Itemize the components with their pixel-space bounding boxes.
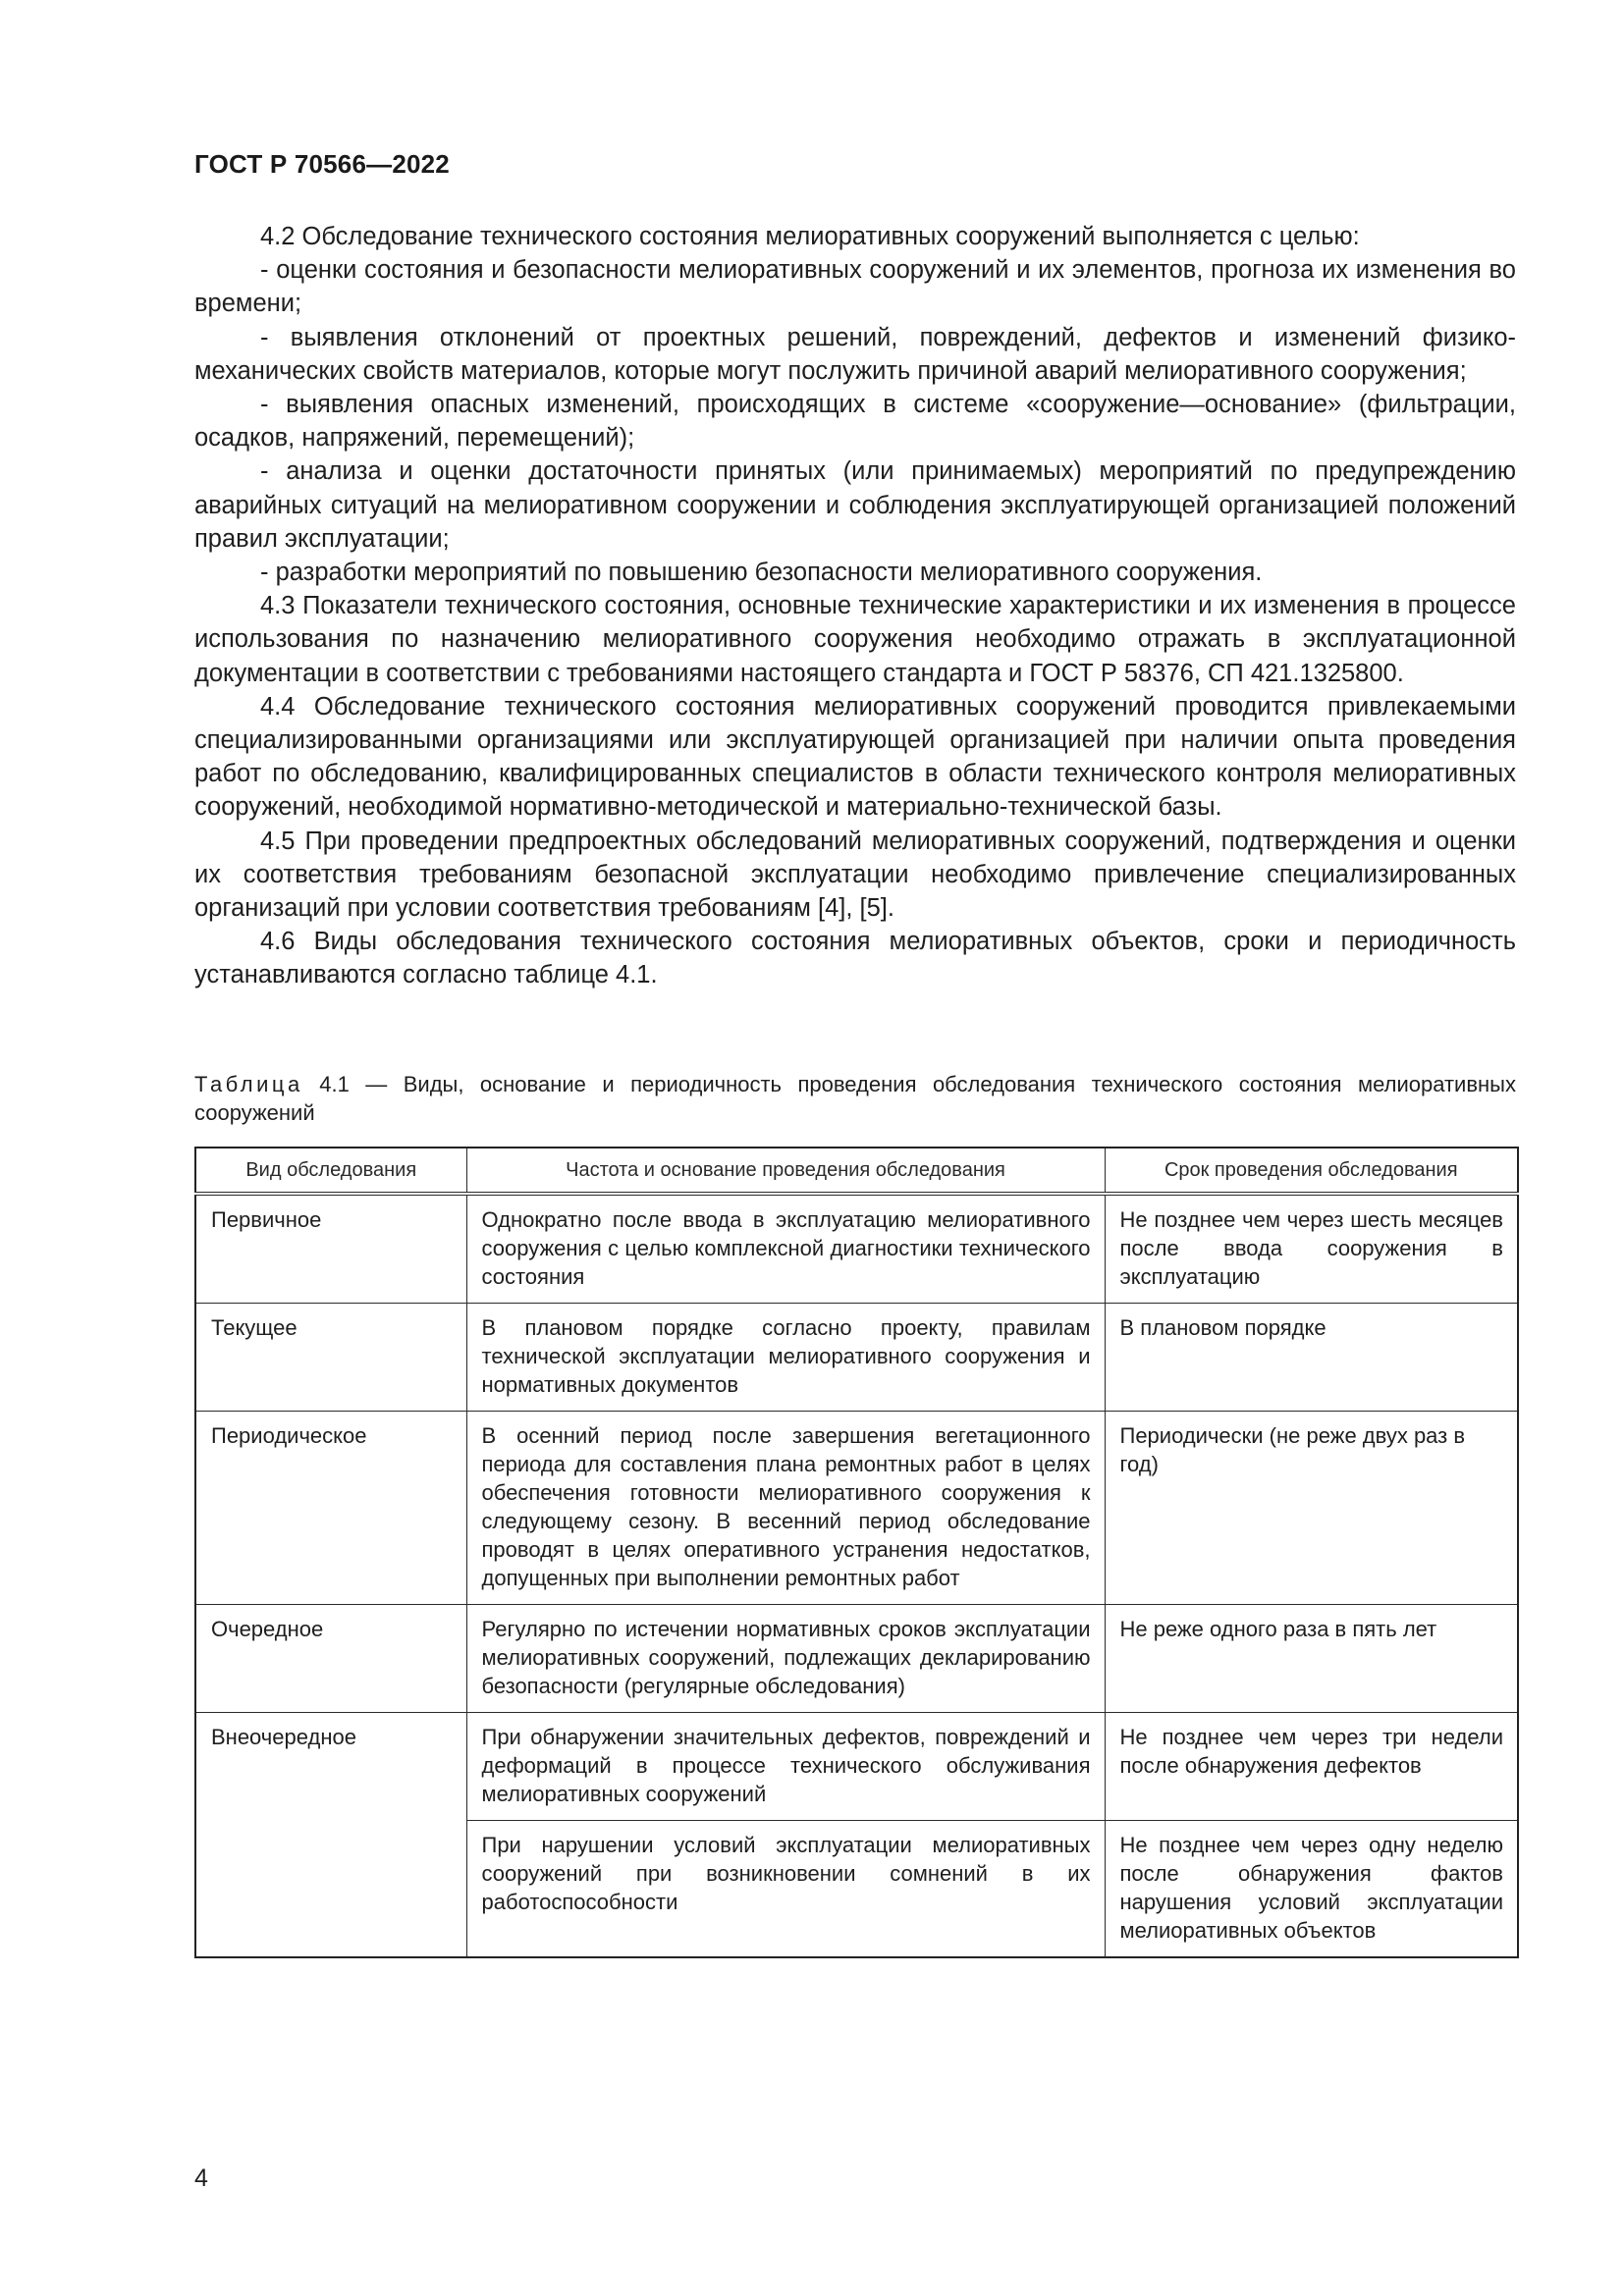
cell-type: Первичное — [195, 1194, 466, 1304]
table-row — [195, 1304, 1518, 1412]
paragraph-4-4: 4.4 Обследование технического состояния мелиоративных сооружений проводится привлекаемыми специализированными организациями или эксплуатирующей организацией при наличии опыта проведения работ по обследованию, квалифицированных специалистов в области технического контроля мелиоративных сооружений, необходимой нормативно-методической и материально-технической базы. — [194, 692, 1516, 822]
table-header-row — [195, 1148, 1518, 1194]
table-caption-text: 4.1 — Виды, основание и периодичность проведения обследования технического состояния мелиоративных сооружений — [194, 1072, 1516, 1125]
cell-term: Не реже одного раза в пять лет — [1105, 1605, 1518, 1713]
table-caption-label: Таблица — [194, 1072, 303, 1096]
cell-basis: В осенний период после завершения вегетационного периода для составления плана ремонтных работ в целях обеспечения готовности мелиоративного сооружения к следующему сезону. В весенний период обследование проводят в целях оперативного устранения недостатков, допущенных при выполнении ремонтных работ — [466, 1412, 1105, 1605]
list-item: - выявления отклонений от проектных решений, повреждений, дефектов и изменений физико-механических свойств материалов, которые могут послужить причиной аварий мелиоративного сооружения; — [194, 323, 1516, 385]
document-code: ГОСТ Р 70566—2022 — [194, 149, 450, 179]
survey-types-table — [194, 1147, 1519, 1958]
cell-basis: При обнаружении значительных дефектов, повреждений и деформаций в процессе технического обслуживания мелиоративных сооружений — [466, 1713, 1105, 1821]
list-item: - оценки состояния и безопасности мелиоративных сооружений и их элементов, прогноза их изменения во времени; — [194, 256, 1516, 318]
cell-type: Текущее — [195, 1304, 466, 1412]
table-row — [195, 1713, 1518, 1821]
header-term: Срок проведения обследования — [1105, 1148, 1518, 1194]
cell-term: Не позднее чем через три недели после обнаружения дефектов — [1105, 1713, 1518, 1821]
cell-type: Периодическое — [195, 1412, 466, 1605]
cell-basis: В плановом порядке согласно проекту, правилам технической эксплуатации мелиоративного сооружения и нормативных документов — [466, 1304, 1105, 1412]
cell-type: Очередное — [195, 1605, 466, 1713]
table-row — [195, 1605, 1518, 1713]
paragraph-4-6: 4.6 Виды обследования технического состояния мелиоративных объектов, сроки и периодичность устанавливаются согласно таблице 4.1. — [194, 928, 1516, 989]
table-row — [195, 1194, 1518, 1304]
cell-type: Внеочередное — [195, 1713, 466, 1958]
paragraph-4-3: 4.3 Показатели технического состояния, основные технические характеристики и их изменения в процессе использования по назначению мелиоративного сооружения необходимо отражать в эксплуатационной документации в соответствии с требованиями настоящего стандарта и ГОСТ Р 58376, СП 421.1325800. — [194, 592, 1516, 687]
table-caption — [194, 1070, 1516, 1127]
page-number: 4 — [194, 2164, 208, 2192]
paragraph-4-5: 4.5 При проведении предпроектных обследований мелиоративных сооружений, подтверждения и оценки их соответствия требованиям безопасной эксплуатации необходимо привлечение специализированных организаций при условии соответствия требованиям [4], [5]. — [194, 827, 1516, 923]
body-text — [194, 220, 1516, 992]
list-item: - выявления опасных изменений, происходящих в системе «сооружение—основание» (фильтрации, осадков, напряжений, перемещений); — [194, 391, 1516, 453]
cell-term: Не позднее чем через одну неделю после обнаружения фактов нарушения условий эксплуатации мелиоративных объектов — [1105, 1821, 1518, 1958]
header-frequency-basis: Частота и основание проведения обследования — [466, 1148, 1105, 1194]
cell-basis: Регулярно по истечении нормативных сроков эксплуатации мелиоративных сооружений, подлежащих декларированию безопасности (регулярные обследования) — [466, 1605, 1105, 1713]
table-row — [195, 1412, 1518, 1605]
cell-basis: При нарушении условий эксплуатации мелиоративных сооружений при возникновении сомнений в их работоспособности — [466, 1821, 1105, 1958]
header-survey-type: Вид обследования — [195, 1148, 466, 1194]
cell-term: Периодически (не реже двух раз в год) — [1105, 1412, 1518, 1605]
paragraph-4-2: 4.2 Обследование технического состояния мелиоративных сооружений выполняется с целью: — [260, 223, 1360, 250]
list-item: - разработки мероприятий по повышению безопасности мелиоративного сооружения. — [260, 559, 1263, 587]
cell-term: В плановом порядке — [1105, 1304, 1518, 1412]
cell-basis: Однократно после ввода в эксплуатацию мелиоративного сооружения с целью комплексной диагностики технического состояния — [466, 1194, 1105, 1304]
cell-term: Не позднее чем через шесть месяцев после ввода сооружения в эксплуатацию — [1105, 1194, 1518, 1304]
list-item: - анализа и оценки достаточности принятых (или принимаемых) мероприятий по предупреждению аварийных ситуаций на мелиоративном сооружении и соблюдения эксплуатирующей организацией положений правил эксплуатации; — [194, 457, 1516, 553]
